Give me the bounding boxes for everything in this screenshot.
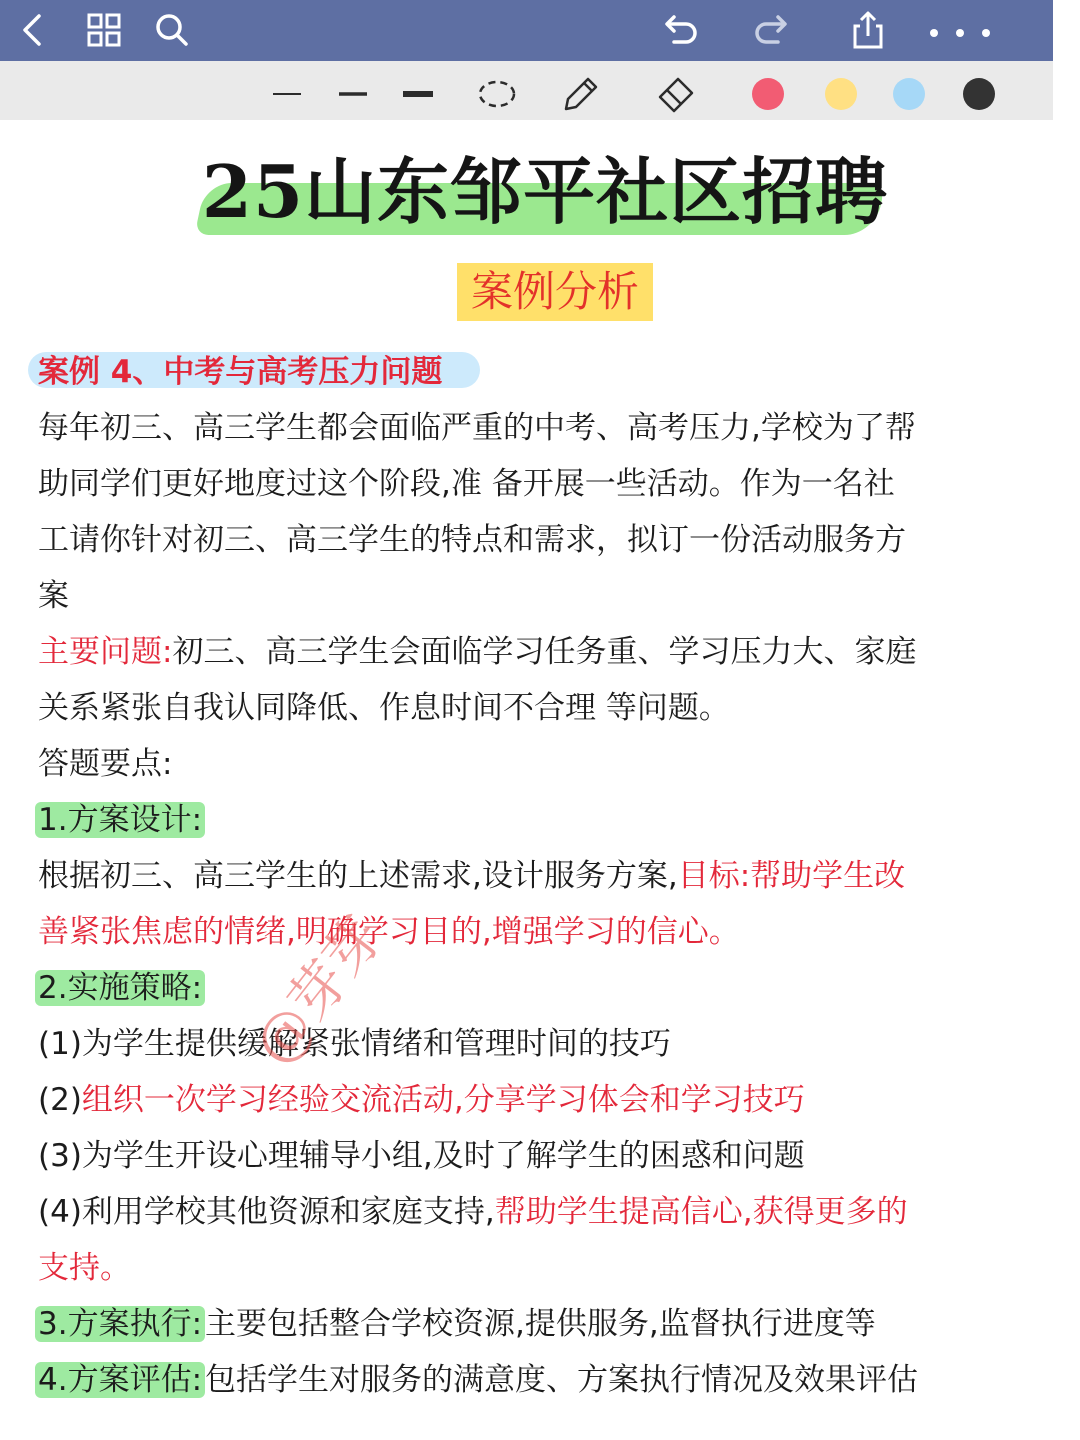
intro-line-3: 工请你针对初三、高三学生的特点和需求，拟订一份活动服务方 [38,522,906,558]
share-icon[interactable] [846,8,890,52]
intro-line-4: 案 [38,578,69,614]
problem-text: 初三、高三学生会面临学习任务重、学习压力大、家庭 [172,634,917,670]
section-4-label: 4.方案评估: [35,1362,205,1398]
section-4-text: 包括学生对服务的满意度、方案执行情况及效果评估 [205,1362,919,1398]
section-3-label: 3.方案执行: [35,1306,205,1342]
section-2-item-2 [38,1080,1008,1120]
back-icon[interactable] [12,8,56,52]
section-1-line-2: 善紧张焦虑的情绪,明确学习目的,增强学习的信心。 [38,914,740,950]
section-2-item-4 [38,1192,1008,1232]
redo-icon[interactable] [750,8,794,52]
section-1-line-1 [38,856,1008,896]
undo-icon[interactable] [658,8,702,52]
section-4-row [38,1360,1008,1400]
pencil-icon[interactable] [560,73,600,109]
lasso-icon[interactable] [476,73,518,109]
problem-label: 主要问题: [38,634,173,670]
page-subtitle: 案例分析 [457,263,653,321]
section-1-goal: 目标:帮助学生改 [677,858,906,894]
top-toolbar [0,0,1053,61]
section-2-label: 2.实施策略: [35,970,205,1006]
answer-label: 答题要点: [38,746,173,782]
grid-icon[interactable] [82,8,126,52]
watermark: @芽芽 [241,905,397,1078]
more-icon[interactable] [920,8,1000,52]
section-2-item-2-text: 组织一次学习经验交流活动,分享学习体会和学习技巧 [81,1082,805,1118]
search-icon[interactable] [150,8,194,52]
section-2-row [38,968,1008,1008]
color-swatch-light-blue[interactable] [893,78,925,110]
section-3-text: 主要包括整合学校资源,提供服务,监督执行进度等 [205,1306,876,1342]
section-2-item-4-text: (4)利用学校其他资源和家庭支持, [38,1194,495,1230]
eraser-icon[interactable] [654,73,696,109]
intro-line-2: 助同学们更好地度过这个阶段,准 备开展一些活动。作为一名社 [38,466,895,502]
title-block [200,150,890,240]
medium-line-icon[interactable] [336,73,370,109]
page-title: 25山东邹平社区招聘 [201,149,889,234]
intro-line-1: 每年初三、高三学生都会面临严重的中考、高考压力,学校为了帮 [38,410,916,446]
section-2-item-1: (1)为学生提供缓解紧张情绪和管理时间的技巧 [38,1026,671,1062]
problem-line-1 [38,632,1008,672]
color-swatch-yellow[interactable] [825,78,857,110]
section-1-row [38,800,1008,840]
case-title: 案例 4、中考与高考压力问题 [38,354,443,390]
right-edge-strip [1053,0,1080,1440]
color-swatch-pink[interactable] [752,78,784,110]
thin-line-icon[interactable] [270,73,304,109]
section-3-row [38,1304,1008,1344]
section-2-item-2-num: (2) [38,1082,82,1118]
section-2-item-3: (3)为学生开设心理辅导小组,及时了解学生的困惑和问题 [38,1138,805,1174]
section-2-item-4-cont: 支持。 [38,1250,131,1286]
section-2-item-4-highlight: 帮助学生提高信心,获得更多的 [494,1194,908,1230]
problem-line-2: 关系紧张自我认同降低、作息时间不合理 等问题。 [38,690,730,726]
thick-line-icon[interactable] [400,73,436,109]
section-1-label: 1.方案设计: [35,802,205,838]
section-1-text: 根据初三、高三学生的上述需求,设计服务方案, [38,858,678,894]
color-swatch-dark-gray[interactable] [963,78,995,110]
